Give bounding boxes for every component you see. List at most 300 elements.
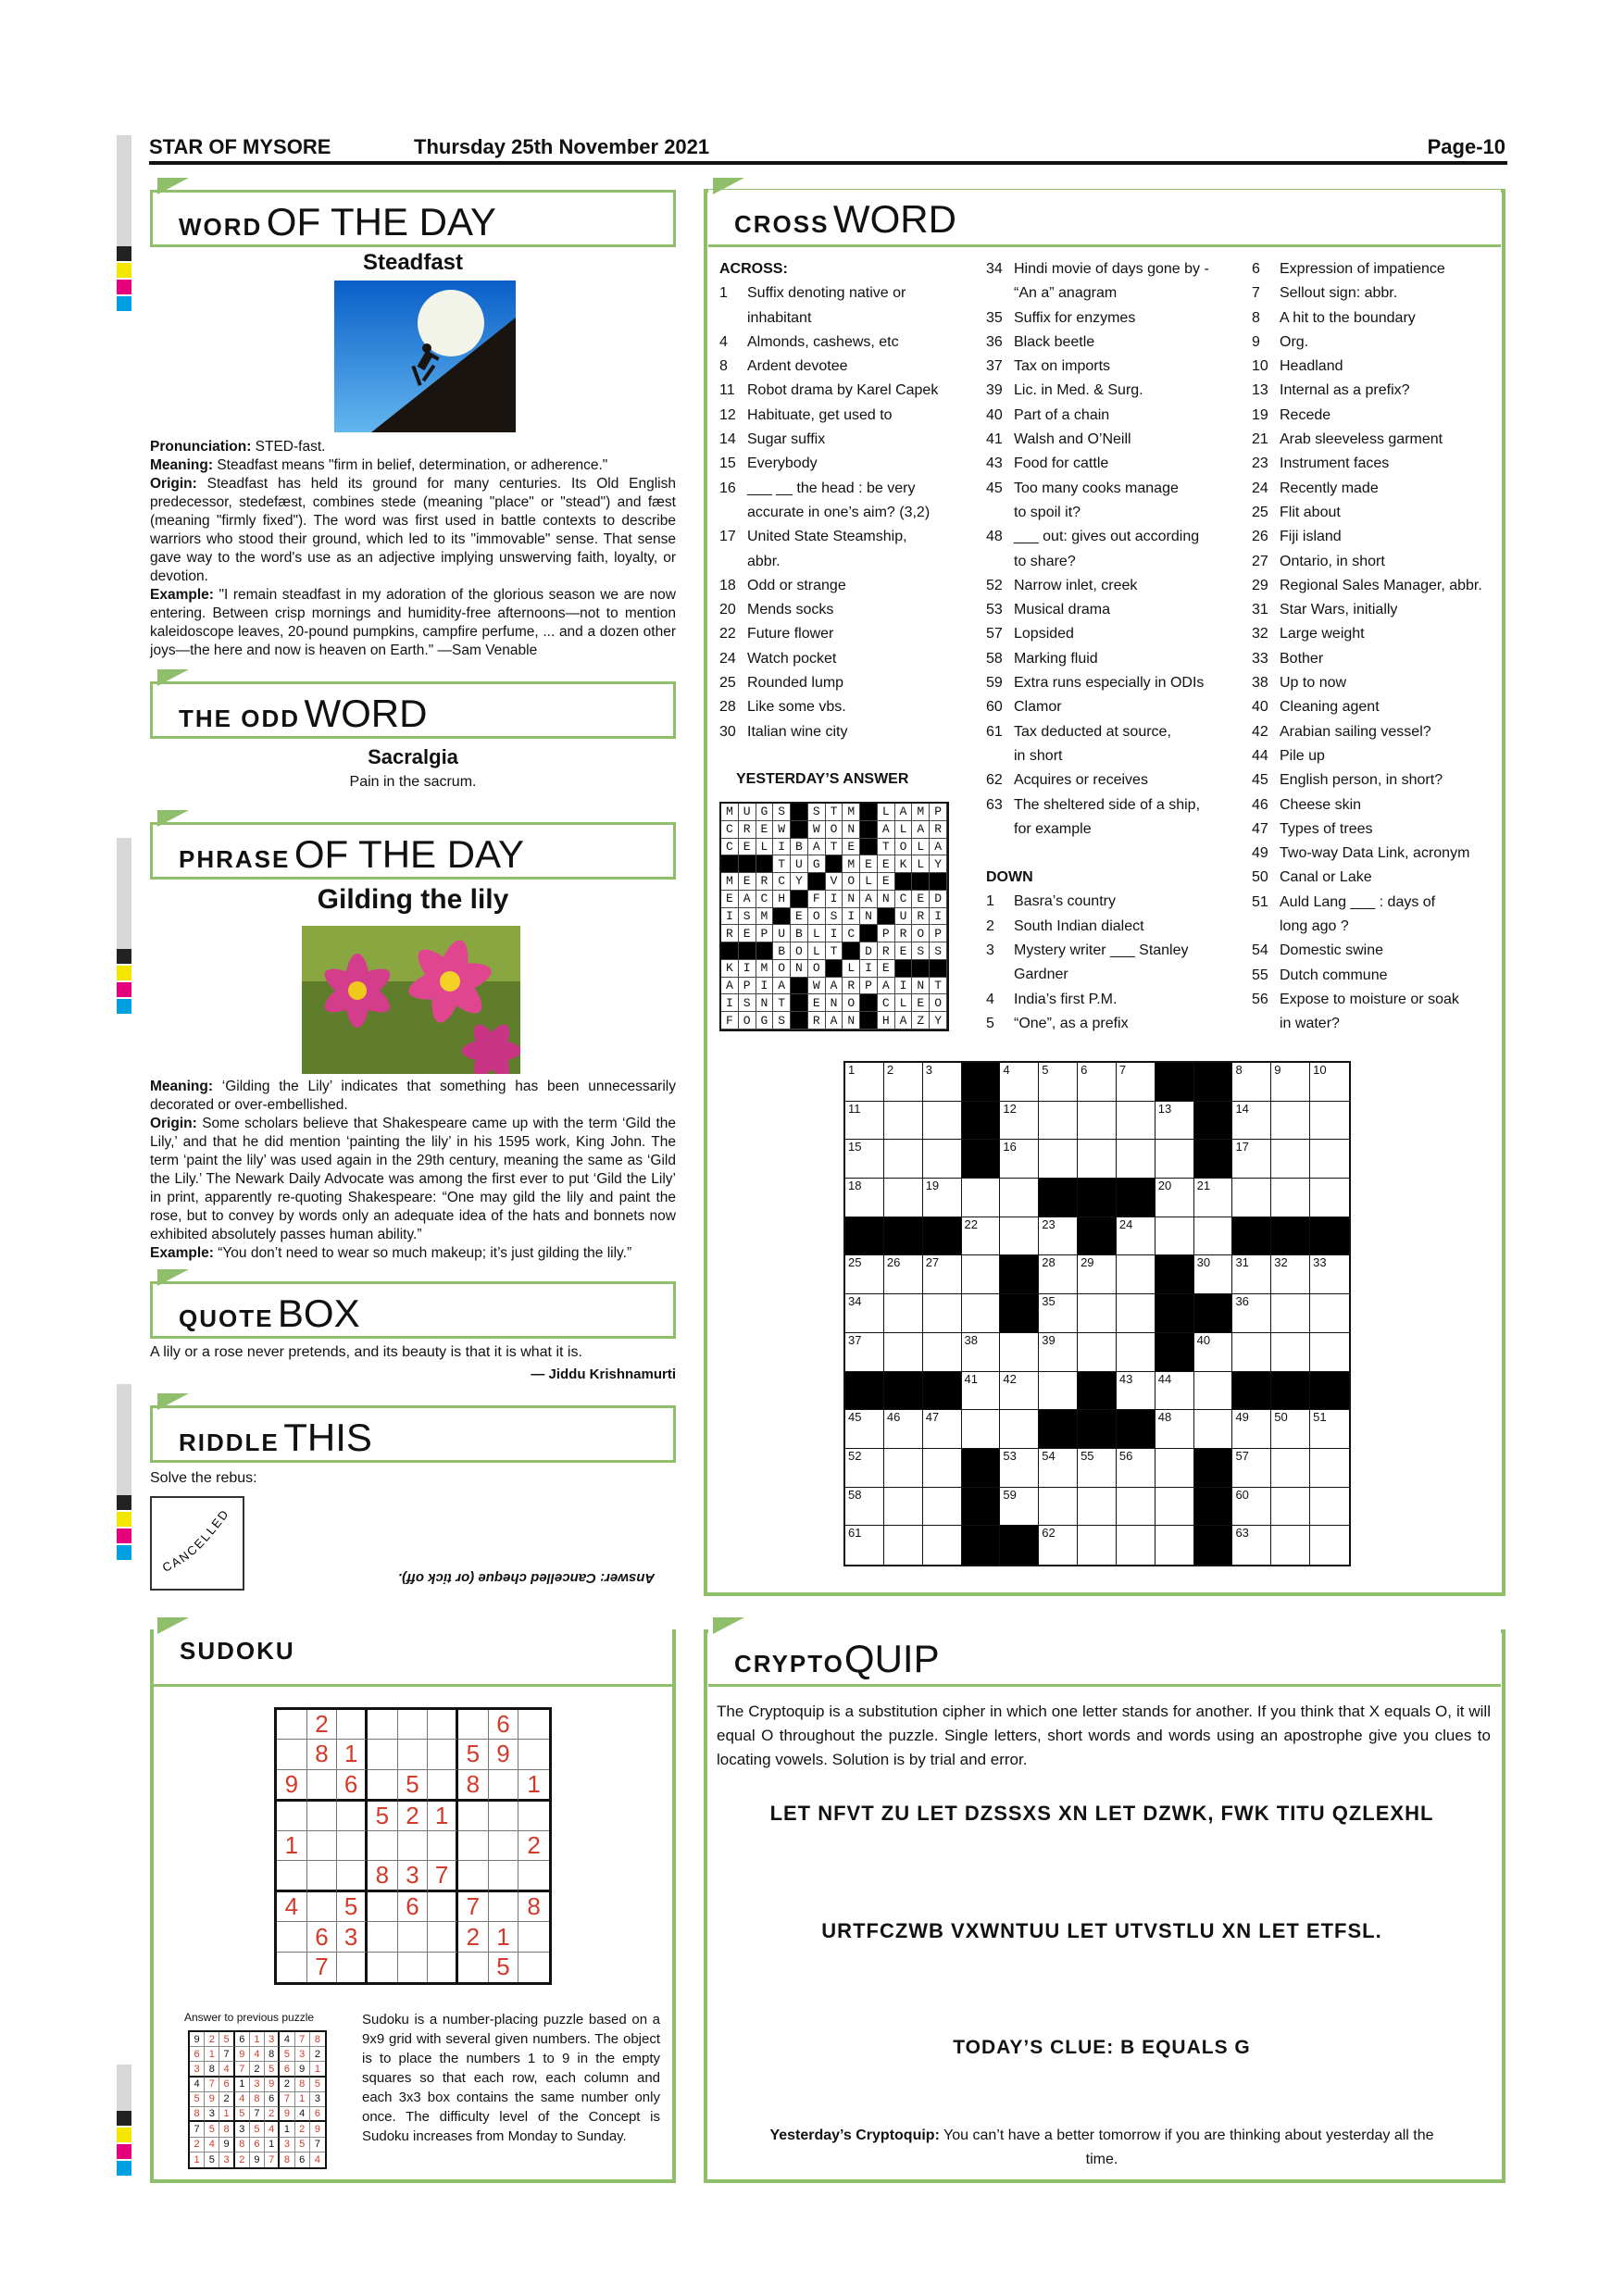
sudoku-cell[interactable] (337, 1831, 368, 1861)
sudoku-cell[interactable] (307, 1892, 338, 1922)
clue-text: Cleaning agent (1280, 699, 1380, 716)
crossword-cell[interactable] (884, 1449, 923, 1488)
clue-item (1252, 1012, 1502, 1036)
sudoku-cell[interactable] (428, 1710, 458, 1740)
crossword-cell[interactable] (1271, 1063, 1310, 1102)
clue-number: 23 (1252, 455, 1268, 472)
crossword-cell[interactable] (1310, 1063, 1349, 1102)
crossword-cell[interactable] (1232, 1102, 1271, 1141)
crossword-cell[interactable] (845, 1179, 884, 1217)
crossword-cell[interactable] (884, 1140, 923, 1179)
clue-item (986, 355, 1236, 379)
answer-letter: E (808, 994, 826, 1012)
clue-text: Flit about (1280, 504, 1341, 520)
answer-letter: G (756, 1012, 774, 1029)
answer-cell: 1 (235, 2078, 250, 2092)
answer-cell: 7 (265, 2152, 280, 2167)
crossword-cell[interactable] (1117, 1255, 1156, 1294)
answer-letter: T (930, 978, 947, 995)
sudoku-cell[interactable] (368, 1740, 398, 1769)
crossword-cell[interactable] (1000, 1179, 1039, 1217)
sudoku-cell[interactable] (337, 1710, 368, 1740)
crossword-cell[interactable] (1271, 1526, 1310, 1565)
sudoku-cell[interactable] (428, 1770, 458, 1802)
crossword-cell[interactable] (884, 1526, 923, 1565)
crossword-cell[interactable] (884, 1333, 923, 1372)
clue-number: 12 (1003, 1101, 1017, 1116)
clue-item (1252, 622, 1502, 646)
clue-number: 9 (1252, 333, 1260, 350)
answer-letter: E (860, 855, 878, 873)
black-square (773, 908, 791, 926)
sudoku-cell[interactable] (489, 1770, 519, 1802)
crossword-cell[interactable] (962, 1217, 1001, 1256)
sudoku-cell[interactable] (458, 1861, 489, 1892)
crossword-cell[interactable] (923, 1063, 962, 1102)
answer-letter: I (895, 978, 913, 995)
crossword-cell[interactable] (1078, 1526, 1117, 1565)
clue-text: Pile up (1280, 747, 1325, 764)
crossword-cell[interactable] (845, 1488, 884, 1527)
answer-letter: L (895, 994, 913, 1012)
sudoku-cell[interactable] (307, 1861, 338, 1892)
answer-cell: 7 (190, 2122, 205, 2137)
crossword-cell[interactable] (1194, 1333, 1233, 1372)
black-square (878, 908, 895, 926)
crossword-cell[interactable] (1232, 1179, 1271, 1217)
clue-number: 11 (719, 382, 735, 399)
clue-number: 34 (986, 261, 1003, 277)
sudoku-cell[interactable] (489, 1831, 519, 1861)
crossword-cell[interactable] (845, 1449, 884, 1488)
answer-cell: 4 (235, 2092, 250, 2107)
sudoku-cell[interactable] (458, 1802, 489, 1831)
crossword-cell[interactable] (1039, 1294, 1078, 1333)
rebus-text: CANCELLED (160, 1505, 232, 1575)
answer-letter: O (808, 960, 826, 978)
sudoku-cell: 8 (307, 1740, 338, 1769)
crossword-cell[interactable] (1117, 1102, 1156, 1141)
sudoku-cell[interactable] (489, 1892, 519, 1922)
clue-text: Two-way Data Link, acronym (1280, 845, 1470, 862)
tab-marker (157, 1393, 189, 1410)
crossword-cell[interactable] (1156, 1372, 1194, 1411)
crossword-grid[interactable] (843, 1061, 1351, 1566)
clue-number (1252, 1012, 1280, 1036)
crossword-cell[interactable] (1000, 1410, 1039, 1449)
black-square (962, 1526, 1001, 1565)
sudoku-cell: 5 (489, 1953, 519, 1982)
clue-text: ___ __ the head : be very (747, 480, 916, 496)
clue-number: 60 (1235, 1487, 1249, 1502)
crossword-cell[interactable] (1000, 1372, 1039, 1411)
crossword-cell[interactable] (1271, 1488, 1310, 1527)
crossword-cell[interactable] (1271, 1102, 1310, 1141)
crossword-title: CROSS WORD (708, 190, 1501, 247)
crossword-cell[interactable] (1310, 1179, 1349, 1217)
answer-cell: 5 (280, 2047, 294, 2062)
answer-letter: U (791, 855, 808, 873)
sudoku-cell: 1 (337, 1740, 368, 1769)
crossword-cell[interactable] (884, 1410, 923, 1449)
crossword-cell[interactable] (1271, 1333, 1310, 1372)
crossword-cell[interactable] (1156, 1488, 1194, 1527)
clue-number: 45 (986, 480, 1003, 496)
answer-cell: 7 (235, 2062, 250, 2077)
crossword-cell[interactable] (1078, 1449, 1117, 1488)
crossword-cell[interactable] (1078, 1255, 1117, 1294)
clue-number: 25 (848, 1255, 862, 1270)
clue-number: 39 (986, 382, 1003, 399)
print-mark-c (117, 1545, 131, 1560)
crossword-cell[interactable] (884, 1255, 923, 1294)
crossword-cell[interactable] (1310, 1526, 1349, 1565)
crossword-cell[interactable] (845, 1102, 884, 1141)
sudoku-cell[interactable] (398, 1922, 429, 1952)
crossword-cell[interactable] (923, 1333, 962, 1372)
crossword-cell[interactable] (1117, 1449, 1156, 1488)
cryptoquip-line-1: LET NFVT ZU LET DZSSXS XN LET DZWK, FWK TITU QZLEXHL (769, 1802, 1434, 1825)
down-heading: DOWN (986, 869, 1033, 886)
print-mark-m (117, 2144, 131, 2159)
sudoku-cell: 1 (277, 1831, 307, 1861)
crossword-cell[interactable] (923, 1179, 962, 1217)
crossword-cell[interactable] (923, 1255, 962, 1294)
crossword-cell[interactable] (1039, 1140, 1078, 1179)
crossword-cell[interactable] (1310, 1294, 1349, 1333)
crossword-cell[interactable] (1310, 1410, 1349, 1449)
crossword-cell[interactable] (1156, 1102, 1194, 1141)
answer-cell: 7 (250, 2107, 265, 2122)
crossword-cell[interactable] (1117, 1333, 1156, 1372)
crossword-cell[interactable] (1078, 1140, 1117, 1179)
black-square (756, 942, 774, 960)
crossword-cell[interactable] (1000, 1488, 1039, 1527)
crossword-cell[interactable] (1039, 1255, 1078, 1294)
black-square (895, 960, 913, 978)
clue-item (1252, 452, 1502, 476)
crossword-cell[interactable] (1117, 1063, 1156, 1102)
crossword-cell[interactable] (1232, 1410, 1271, 1449)
crossword-cell[interactable] (1271, 1140, 1310, 1179)
sudoku-cell[interactable] (518, 1953, 549, 1982)
clue-number: 15 (848, 1140, 862, 1154)
clue-item (1252, 574, 1502, 598)
sudoku-cell[interactable] (428, 1892, 458, 1922)
answer-cell: 4 (219, 2062, 234, 2077)
black-square (845, 1372, 884, 1411)
answer-letter: B (773, 942, 791, 960)
sudoku-cell[interactable] (337, 1953, 368, 1982)
crossword-cell[interactable] (1271, 1255, 1310, 1294)
crossword-cell[interactable] (1039, 1488, 1078, 1527)
crossword-cell[interactable] (1000, 1063, 1039, 1102)
crossword-cell[interactable] (1117, 1488, 1156, 1527)
answer-letter: K (895, 855, 913, 873)
clue-number: 56 (1252, 991, 1268, 1007)
crossword-cell[interactable] (1194, 1410, 1233, 1449)
crossword-cell[interactable] (1310, 1255, 1349, 1294)
clue-text: Large weight (1280, 626, 1365, 643)
crossword-cell[interactable] (962, 1410, 1001, 1449)
sudoku-cell: 1 (489, 1922, 519, 1952)
crossword-cell[interactable] (923, 1102, 962, 1141)
crossword-cell[interactable] (1232, 1488, 1271, 1527)
sudoku-cell[interactable] (398, 1953, 429, 1982)
crossword-cell[interactable] (884, 1102, 923, 1141)
black-square (1194, 1449, 1233, 1488)
sudoku-cell[interactable] (368, 1953, 398, 1982)
crossword-cell[interactable] (1078, 1488, 1117, 1527)
clue-item (986, 331, 1236, 355)
crossword-cell[interactable] (845, 1294, 884, 1333)
clue-text: Expression of impatience (1280, 261, 1445, 277)
crossword-cell[interactable] (1000, 1102, 1039, 1141)
sudoku-cell[interactable] (458, 1831, 489, 1861)
answer-letter: G (756, 804, 774, 821)
sudoku-cell[interactable] (277, 1740, 307, 1769)
answer-letter: L (912, 839, 930, 856)
crossword-cell[interactable] (1194, 1255, 1233, 1294)
svg-text:CANCELLED (160, 1506, 232, 1575)
sudoku-cell[interactable] (398, 1710, 429, 1740)
black-square (1271, 1372, 1310, 1411)
sudoku-cell[interactable] (337, 1861, 368, 1892)
sudoku-cell[interactable] (428, 1953, 458, 1982)
crossword-cell[interactable] (1271, 1410, 1310, 1449)
clue-text: Watch pocket (747, 650, 837, 667)
sudoku-grid[interactable] (274, 1707, 552, 1985)
crossword-cell[interactable] (884, 1488, 923, 1527)
crossword-cell[interactable] (1117, 1526, 1156, 1565)
crossword-cell[interactable] (1156, 1217, 1194, 1256)
crossword-cell[interactable] (962, 1372, 1001, 1411)
sudoku-cell[interactable] (307, 1802, 338, 1831)
answer-letter: M (721, 804, 739, 821)
sudoku-cell: 6 (307, 1922, 338, 1952)
answer-cell: 8 (250, 2092, 265, 2107)
crossword-cell[interactable] (1232, 1449, 1271, 1488)
sudoku-cell[interactable] (518, 1861, 549, 1892)
answer-cell: 2 (235, 2152, 250, 2167)
crossword-cell[interactable] (1156, 1449, 1194, 1488)
crossword-cell[interactable] (1232, 1255, 1271, 1294)
crossword-cell[interactable] (1117, 1140, 1156, 1179)
clue-text: Italian wine city (747, 723, 848, 740)
sudoku-cell[interactable] (398, 1831, 429, 1861)
answer-letter: C (756, 891, 774, 908)
black-square (1194, 1102, 1233, 1141)
sudoku-cell[interactable] (368, 1892, 398, 1922)
answer-cell: 9 (235, 2047, 250, 2062)
crossword-cell[interactable] (923, 1488, 962, 1527)
sudoku-cell: 6 (337, 1770, 368, 1802)
answer-letter: C (895, 891, 913, 908)
clue-item (719, 598, 969, 622)
black-square (962, 1449, 1001, 1488)
phrase-title: PHRASE OF THE DAY (150, 822, 676, 880)
crossword-cell[interactable] (845, 1255, 884, 1294)
crossword-cell[interactable] (1310, 1449, 1349, 1488)
crossword-cell[interactable] (1039, 1217, 1078, 1256)
crossword-cell[interactable] (1156, 1179, 1194, 1217)
crossword-cell[interactable] (1194, 1372, 1233, 1411)
black-square (1310, 1217, 1349, 1256)
crossword-cell[interactable] (1000, 1140, 1039, 1179)
clue-number (1252, 915, 1280, 939)
sudoku-cell[interactable] (277, 1802, 307, 1831)
crossword-cell[interactable] (1000, 1333, 1039, 1372)
crossword-cell[interactable] (923, 1449, 962, 1488)
crossword-cell[interactable] (1271, 1449, 1310, 1488)
sudoku-cell[interactable] (277, 1861, 307, 1892)
clue-text: Canal or Lake (1280, 869, 1372, 886)
answer-letter: A (721, 978, 739, 995)
sudoku-cell[interactable] (307, 1831, 338, 1861)
crossword-cell[interactable] (1194, 1217, 1233, 1256)
clues-across-col2 (986, 257, 1236, 1036)
crossword-cell[interactable] (1078, 1063, 1117, 1102)
answer-cell: 2 (205, 2032, 219, 2047)
sudoku-cell: 9 (489, 1740, 519, 1769)
clue-text: Internal as a prefix? (1280, 382, 1410, 399)
print-mark-k (117, 2111, 131, 2126)
clue-number: 45 (1252, 772, 1268, 789)
crossword-cell[interactable] (1078, 1294, 1117, 1333)
clue-text: Auld Lang ___ : days of (1280, 893, 1436, 910)
sudoku-cell[interactable] (368, 1922, 398, 1952)
sudoku-cell[interactable] (368, 1831, 398, 1861)
crossword-cell[interactable] (845, 1333, 884, 1372)
crossword-cell[interactable] (962, 1333, 1001, 1372)
riddle-title: RIDDLE THIS (150, 1405, 676, 1463)
crossword-cell[interactable] (1271, 1294, 1310, 1333)
tab-marker (157, 1269, 189, 1286)
sudoku-cell[interactable] (458, 1953, 489, 1982)
crossword-cell[interactable] (1232, 1333, 1271, 1372)
crossword-cell[interactable] (1156, 1140, 1194, 1179)
clue-number: 5 (986, 1015, 994, 1031)
sudoku-cell[interactable] (518, 1922, 549, 1952)
clue-number: 29 (1081, 1255, 1094, 1270)
sudoku-cell[interactable] (458, 1710, 489, 1740)
crossword-cell[interactable] (1117, 1294, 1156, 1333)
black-square (962, 1140, 1001, 1179)
crossword-cell[interactable] (884, 1179, 923, 1217)
crossword-cell[interactable] (1156, 1526, 1194, 1565)
crossword-cell[interactable] (1232, 1526, 1271, 1565)
crossword-cell[interactable] (1310, 1102, 1349, 1141)
answer-letter: S (930, 942, 947, 960)
crossword-cell[interactable] (1039, 1333, 1078, 1372)
clue-item (1252, 817, 1502, 842)
crossword-cell[interactable] (1000, 1449, 1039, 1488)
clue-item (1252, 891, 1502, 915)
crossword-cell[interactable] (1039, 1372, 1078, 1411)
sudoku-cell[interactable] (489, 1861, 519, 1892)
sudoku-cell[interactable] (428, 1740, 458, 1769)
crossword-cell[interactable] (1117, 1372, 1156, 1411)
crossword-cell[interactable] (962, 1294, 1001, 1333)
crossword-cell[interactable] (1310, 1140, 1349, 1179)
odd-word-title: THE ODD WORD (150, 681, 676, 739)
crossword-cell[interactable] (1232, 1140, 1271, 1179)
crossword-cell[interactable] (884, 1294, 923, 1333)
crossword-cell[interactable] (1078, 1333, 1117, 1372)
crossword-cell[interactable] (1271, 1179, 1310, 1217)
sudoku-cell[interactable] (428, 1922, 458, 1952)
crossword-cell[interactable] (1078, 1102, 1117, 1141)
sudoku-cell[interactable] (428, 1831, 458, 1861)
crossword-cell[interactable] (1000, 1217, 1039, 1256)
sudoku-title: SUDOKU (154, 1629, 672, 1687)
sudoku-cell[interactable] (368, 1770, 398, 1802)
crossword-cell[interactable] (962, 1255, 1001, 1294)
crossword-cell[interactable] (1039, 1526, 1078, 1565)
crossword-cell[interactable] (923, 1140, 962, 1179)
crossword-cell[interactable] (1156, 1410, 1194, 1449)
crossword-cell[interactable] (1232, 1294, 1271, 1333)
clue-item (986, 257, 1236, 281)
answer-cell: 8 (295, 2078, 310, 2092)
crossword-cell[interactable] (845, 1410, 884, 1449)
crossword-cell[interactable] (962, 1179, 1001, 1217)
crossword-cell[interactable] (1310, 1488, 1349, 1527)
sudoku-cell[interactable] (337, 1802, 368, 1831)
answer-cell: 8 (235, 2138, 250, 2152)
answer-letter: U (895, 908, 913, 926)
crossword-cell[interactable] (1039, 1063, 1078, 1102)
sudoku-cell[interactable] (368, 1710, 398, 1740)
sudoku-cell: 2 (398, 1802, 429, 1831)
answer-cell: 4 (190, 2078, 205, 2092)
clue-item (1252, 306, 1502, 331)
crossword-cell[interactable] (1039, 1449, 1078, 1488)
sudoku-cell[interactable] (277, 1953, 307, 1982)
crossword-cell[interactable] (1310, 1333, 1349, 1372)
crossword-cell[interactable] (845, 1526, 884, 1565)
crossword-cell[interactable] (845, 1140, 884, 1179)
sudoku-cell[interactable] (277, 1922, 307, 1952)
sudoku-cell[interactable] (398, 1740, 429, 1769)
answer-letter: E (739, 873, 756, 891)
clue-text: Walsh and O’Neill (1014, 431, 1131, 448)
crossword-cell[interactable] (923, 1526, 962, 1565)
clue-item (986, 793, 1236, 817)
crossword-cell[interactable] (923, 1410, 962, 1449)
crossword-cell[interactable] (1039, 1102, 1078, 1141)
crossword-cell[interactable] (1232, 1063, 1271, 1102)
clue-text: Domestic swine (1280, 942, 1384, 959)
crossword-cell[interactable] (1117, 1217, 1156, 1256)
answer-cell: 5 (310, 2078, 325, 2092)
crossword-cell[interactable] (923, 1294, 962, 1333)
sudoku-cell[interactable] (489, 1802, 519, 1831)
sudoku-cell[interactable] (307, 1770, 338, 1802)
crossword-cell[interactable] (884, 1063, 923, 1102)
answer-letter: A (860, 891, 878, 908)
sudoku-cell[interactable] (518, 1710, 549, 1740)
sudoku-cell: 1 (428, 1802, 458, 1831)
sudoku-cell[interactable] (277, 1710, 307, 1740)
sudoku-cell[interactable] (518, 1740, 549, 1769)
crossword-cell[interactable] (1194, 1179, 1233, 1217)
answer-cell: 8 (280, 2152, 294, 2167)
crossword-cell[interactable] (845, 1063, 884, 1102)
clue-text: Cheese skin (1280, 796, 1362, 813)
sudoku-cell[interactable] (518, 1802, 549, 1831)
answer-cell: 3 (250, 2078, 265, 2092)
